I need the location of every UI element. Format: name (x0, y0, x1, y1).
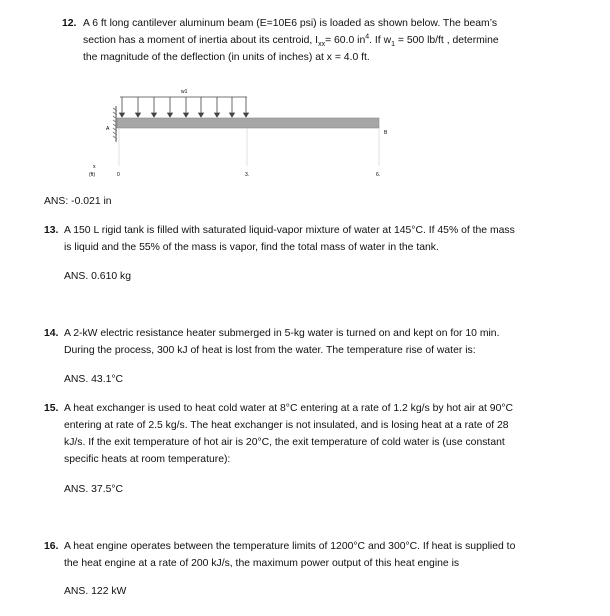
q16-text-line1: A heat engine operates between the temperature limits of 1200°C and 300°C. If heat is supplied to (64, 541, 516, 552)
end-label-B: B (384, 130, 388, 136)
load-label-w1: w1 (181, 89, 188, 95)
q15-text-line2: entering at rate of 2.5 kg/s. The heat exchanger is not insulated, and is losing heat at a rate of 28 (64, 420, 509, 431)
q12-text-line3: the magnitude of the deflection (in units of inches) at x = 4.0 ft. (83, 52, 370, 63)
q16-text-line2: the heat engine at a rate of 200 kJ/s, the maximum power output of this heat engine is (64, 558, 460, 569)
q12-answer: ANS: -0.021 in (44, 196, 112, 207)
tick-label-0: 0 (117, 172, 120, 178)
q13-text-line2: is liquid and the 55% of the mass is vapor, find the total mass of water in the tank. (64, 242, 439, 253)
q13-answer: ANS. 0.610 kg (64, 271, 132, 282)
q16-number: 16. (44, 541, 59, 552)
tick-label-3: 3. (245, 172, 250, 178)
q14-number: 14. (44, 328, 59, 339)
q15-text-line1: A heat exchanger is used to heat cold water at 8°C entering at a rate of 1.2 kg/s by hot air at 90°C (64, 403, 514, 414)
q15-text-line4: specific heats at room temperature): (64, 454, 231, 465)
q12-text-line1: A 6 ft long cantilever aluminum beam (E=10E6 psi) is loaded as shown below. The beam’s (83, 18, 498, 29)
q14-text-line1: A 2-kW electric resistance heater submerged in 5-kg water is turned on and kept on for 10 min. (64, 328, 500, 339)
beam (117, 118, 379, 128)
q16-answer: ANS. 122 kW (64, 586, 127, 597)
distributed-load-arrows (120, 97, 249, 117)
q15-text-line3: kJ/s. If the exit temperature of hot air is 20°C, the exit temperature of cold water is (use constant (64, 437, 505, 448)
tick-label-6: 6. (376, 172, 381, 178)
x-axis-label: x (93, 164, 96, 170)
q12-number: 12. (62, 18, 77, 29)
support-label-A: A (106, 126, 110, 132)
position-guides (119, 128, 379, 166)
q14-answer: ANS. 43.1°C (64, 374, 124, 385)
fixed-support-hatch (113, 106, 117, 142)
x-axis-unit: (ft) (89, 172, 96, 178)
q15-answer: ANS. 37.5°C (64, 484, 124, 495)
q13-number: 13. (44, 225, 59, 236)
q12-text-line2: section has a moment of inertia about its centroid, $I_{xx}= 60.0$ $in^4$. If $w_1 = 500$ lb/ft , determine (83, 33, 499, 49)
q15-number: 15. (44, 403, 59, 414)
q13-text-line1: A 150 L rigid tank is filled with saturated liquid-vapor mixture of water at 145°C. If 45% of the mass (64, 225, 515, 236)
q14-text-line2: During the process, 300 kJ of heat is lost from the water. The temperature rise of water is: (64, 345, 476, 356)
